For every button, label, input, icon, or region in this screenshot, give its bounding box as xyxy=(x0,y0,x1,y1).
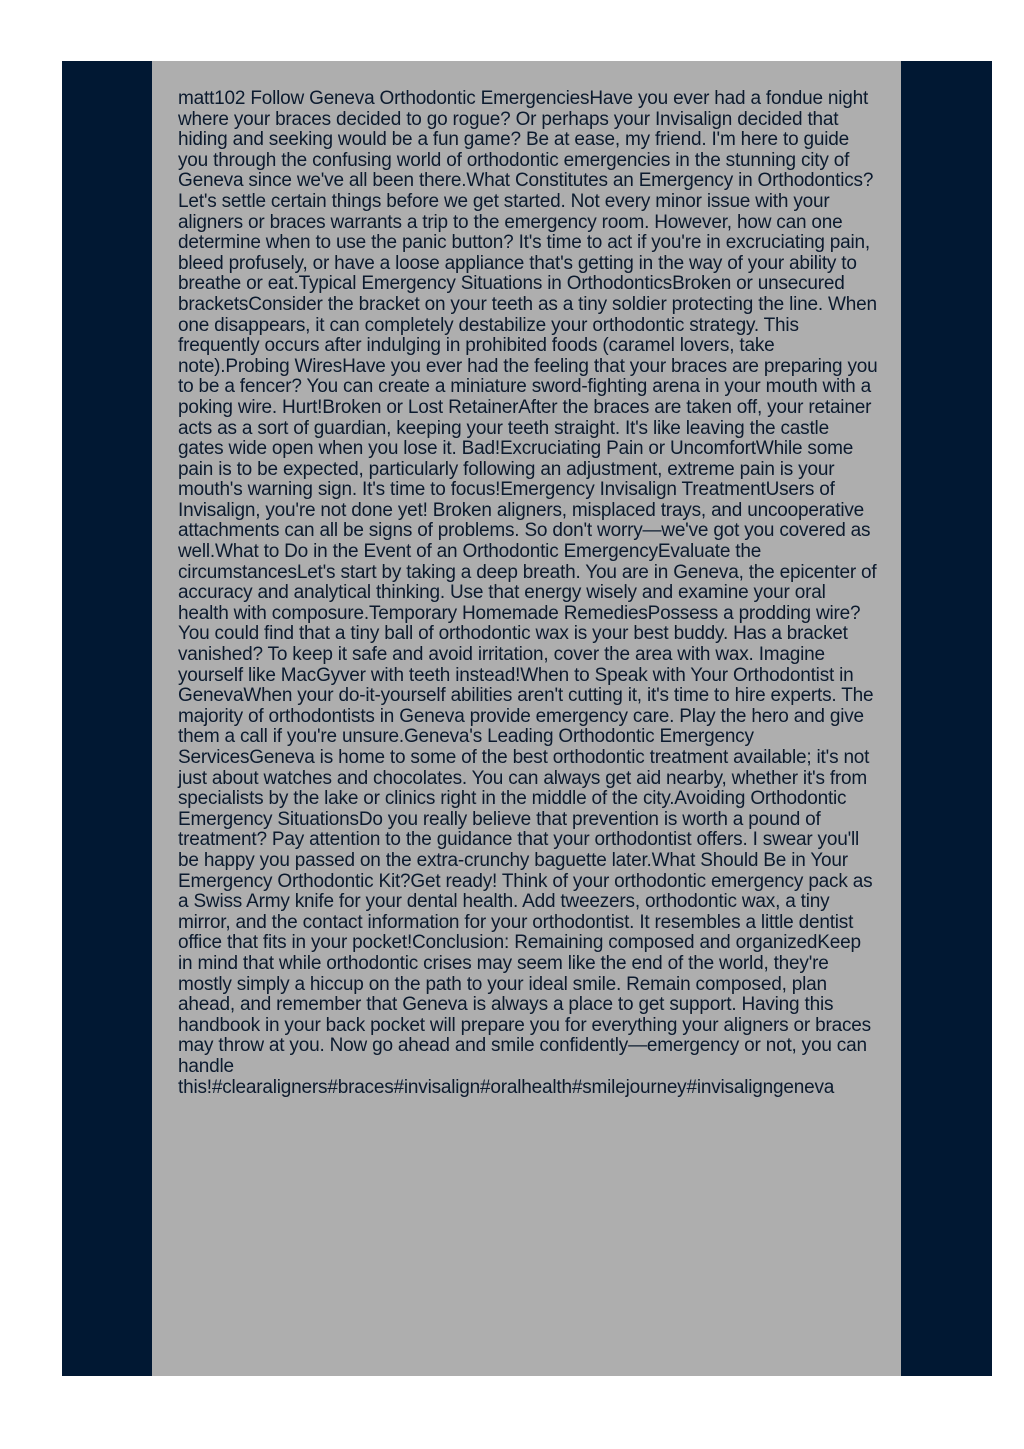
document-panel xyxy=(152,61,901,1376)
page-frame xyxy=(62,61,992,1376)
article-body: matt102 Follow Geneva Orthodontic EmergenciesHave you ever had a fondue night where your braces decided to go rogue? Or perhaps your Invisalign decided that hiding and seeking would be a fun game? Be at ease, my friend. I'm here to guide you through the confusing world of orthodontic emergencies in the stunning city of Geneva since we've all been there.What Constitutes an Emergency in Orthodontics?Let's settle certain things before we get started. Not every minor issue with your aligners or braces warrants a trip to the emergency room. However, how can one determine when to use the panic button? It's time to act if you're in excruciating pain, bleed profusely, or have a loose appliance that's getting in the way of your ability to breathe or eat.Typical Emergency Situations in OrthodonticsBroken or unsecured bracketsConsider the bracket on your teeth as a tiny soldier protecting the line. When one disappears, it can completely destabilize your orthodontic strategy. This frequently occurs after indulging in prohibited foods (caramel lovers, take note).Probing WiresHave you ever had the feeling that your braces are preparing you to be a fencer? You can create a miniature sword-fighting arena in your mouth with a poking wire. Hurt!Broken or Lost RetainerAfter the braces are taken off, your retainer acts as a sort of guardian, keeping your teeth straight. It's like leaving the castle gates wide open when you lose it. Bad!Excruciating Pain or UncomfortWhile some pain is to be expected, particularly following an adjustment, extreme pain is your mouth's warning sign. It's time to focus!Emergency Invisalign TreatmentUsers of Invisalign, you're not done yet! Broken aligners, misplaced trays, and uncooperative attachments can all be signs of problems. So don't worry—we've got you covered as well.What to Do in the Event of an Orthodontic EmergencyEvaluate the circumstancesLet's start by taking a deep breath. You are in Geneva, the epicenter of accuracy and analytical thinking. Use that energy wisely and examine your oral health with composure.Temporary Homemade RemediesPossess a prodding wire? You could find that a tiny ball of orthodontic wax is your best buddy. Has a bracket vanished? To keep it safe and avoid irritation, cover the area with wax. Imagine yourself like MacGyver with teeth instead!When to Speak with Your Orthodontist in GenevaWhen your do-it-yourself abilities aren't cutting it, it's time to hire experts. The majority of orthodontists in Geneva provide emergency care. Play the hero and give them a call if you're unsure.Geneva's Leading Orthodontic Emergency ServicesGeneva is home to some of the best orthodontic treatment available; it's not just about watches and chocolates. You can always get aid nearby, whether it's from specialists by the lake or clinics right in the middle of the city.Avoiding Orthodontic Emergency SituationsDo you really believe that prevention is worth a pound of treatment? Pay attention to the guidance that your orthodontist offers. I swear you'll be happy you passed on the extra-crunchy baguette later.What Should Be in Your Emergency Orthodontic Kit?Get ready! Think of your orthodontic emergency pack as a Swiss Army knife for your dental health. Add tweezers, orthodontic wax, a tiny mirror, and the contact information for your orthodontist. It resembles a little dentist office that fits in your pocket!Conclusion: Remaining composed and organizedKeep in mind that while orthodontic crises may seem like the end of the world, they're mostly simply a hiccup on the path to your ideal smile. Remain composed, plan ahead, and remember that Geneva is always a place to get support. Having this handbook in your back pocket will prepare you for everything your aligners or braces may throw at you. Now go ahead and smile confidently—emergency or not, you can handle this!#clearaligners#braces#invisalign#oralhealth#smilejourney#invisaligngeneva xyxy=(178,88,878,1098)
